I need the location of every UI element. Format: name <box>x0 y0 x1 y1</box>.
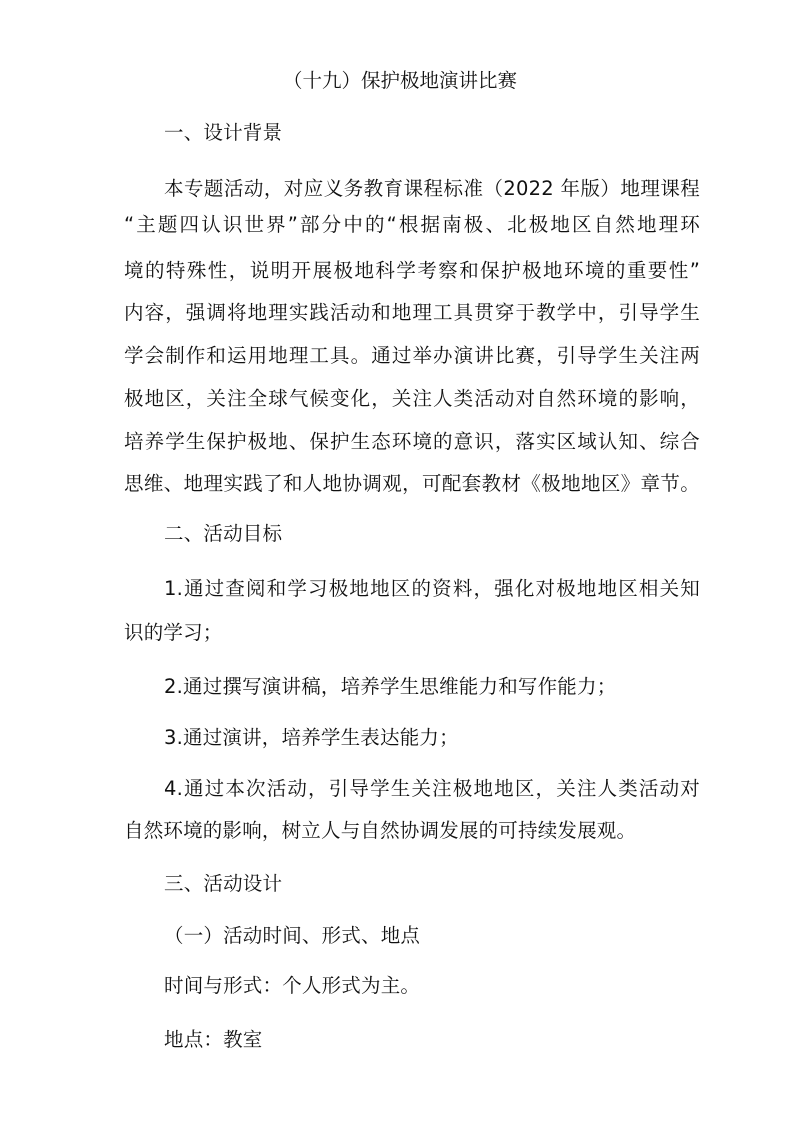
goal-item: 2.通过撰写演讲稿，培养学生思维能力和写作能力； <box>164 675 617 698</box>
goal-item: 3.通过演讲，培养学生表达能力； <box>164 726 459 749</box>
paragraph-line: 本专题活动，对应义务教育课程标准（2022 年版）地理课程 <box>164 177 700 200</box>
subsection-heading: （一）活动时间、形式、地点 <box>164 924 421 947</box>
paragraph-line: 极地区，关注全球气候变化，关注人类活动对自然环境的影响， <box>124 387 700 410</box>
paragraph-line: 学会制作和运用地理工具。通过举办演讲比赛，引导学生关注两 <box>124 344 700 367</box>
time-form-text: 时间与形式：个人形式为主。 <box>164 974 421 997</box>
place-text: 地点：教室 <box>164 1028 263 1051</box>
section-heading-background: 一、设计背景 <box>164 121 283 144</box>
section-heading-design: 三、活动设计 <box>164 872 283 895</box>
paragraph-line: 思维、地理实践了和人地协调观，可配套教材《极地地区》章节。 <box>124 472 700 495</box>
goal-item: 1.通过查阅和学习极地地区的资料，强化对极地地区相关知 <box>164 577 700 600</box>
paragraph-line: 培养学生保护极地、保护生态环境的意识，落实区域认知、综合 <box>124 430 700 453</box>
paragraph-line: “主题四认识世界”部分中的“根据南极、北极地区自然地理环 <box>124 213 700 236</box>
paragraph-line: 境的特殊性，说明开展极地科学考察和保护极地环境的重要性” <box>124 259 700 282</box>
goal-item-continued: 识的学习； <box>124 621 223 644</box>
section-heading-goals: 二、活动目标 <box>164 522 283 545</box>
paragraph-line: 内容，强调将地理实践活动和地理工具贯穿于教学中，引导学生 <box>124 301 700 324</box>
page-title: （十九）保护极地演讲比赛 <box>282 69 517 92</box>
goal-item-continued: 自然环境的影响，树立人与自然协调发展的可持续发展观。 <box>124 819 637 842</box>
goal-item: 4.通过本次活动，引导学生关注极地地区，关注人类活动对 <box>164 777 700 800</box>
